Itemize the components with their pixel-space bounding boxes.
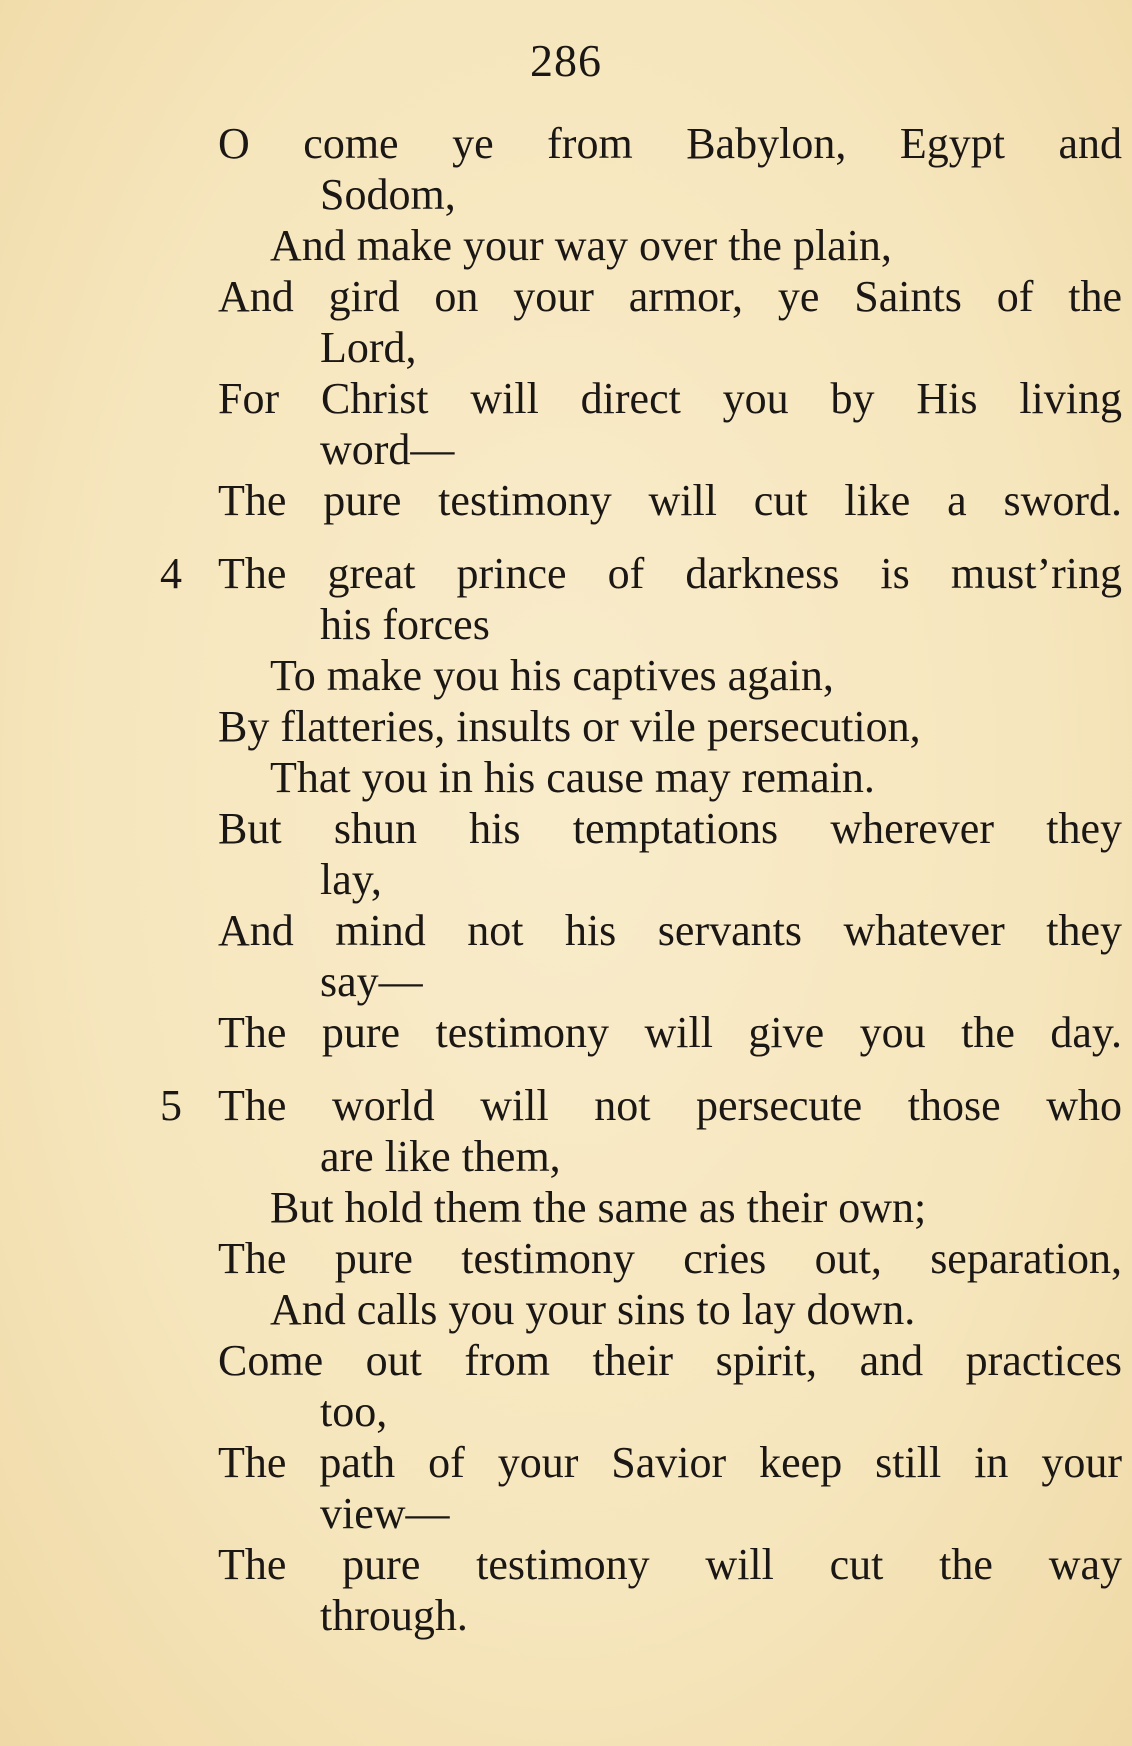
verse-number: 4 bbox=[160, 549, 182, 598]
verse-line-indented: And make your way over the plain, bbox=[270, 221, 892, 270]
verse-line-continuation: his forces bbox=[320, 600, 490, 649]
verse-line-continuation: Sodom, bbox=[320, 170, 456, 219]
hymn-text bbox=[0, 118, 1132, 1663]
verse-line-continuation: say— bbox=[320, 957, 423, 1006]
verse-line: And gird on your armor, ye Saints of the bbox=[218, 272, 1122, 321]
verse-line: The path of your Savior keep still in your bbox=[218, 1438, 1122, 1487]
verse-number: 5 bbox=[160, 1081, 182, 1130]
stanza bbox=[0, 1080, 1132, 1641]
verse-line-continuation: lay, bbox=[320, 855, 382, 904]
verse-line-continuation: Lord, bbox=[320, 323, 417, 372]
verse-line: The pure testimony will give you the day. bbox=[218, 1008, 1122, 1057]
verse-line: And mind not his servants whatever they bbox=[218, 906, 1122, 955]
verse-line-continuation: view— bbox=[320, 1489, 450, 1538]
verse-line-continuation: are like them, bbox=[320, 1132, 561, 1181]
verse-line-indented: And calls you your sins to lay down. bbox=[270, 1285, 916, 1334]
verse-line-continuation: too, bbox=[320, 1387, 388, 1436]
verse-line-continuation: word— bbox=[320, 425, 455, 474]
verse-line: The pure testimony cries out, separation, bbox=[218, 1234, 1122, 1283]
verse-line-continuation: through. bbox=[320, 1591, 468, 1640]
verse-line: The world will not persecute those who bbox=[218, 1081, 1122, 1130]
verse-line-indented: That you in his cause may remain. bbox=[270, 753, 875, 802]
page-number: 286 bbox=[530, 35, 602, 86]
verse-line-indented: To make you his captives again, bbox=[270, 651, 834, 700]
verse-line: Come out from their spirit, and practices bbox=[218, 1336, 1122, 1385]
stanza bbox=[0, 548, 1132, 1058]
verse-line: O come ye from Babylon, Egypt and bbox=[218, 119, 1122, 168]
verse-line: But shun his temptations wherever they bbox=[218, 804, 1122, 853]
verse-line: By flatteries, insults or vile persecution, bbox=[218, 702, 921, 751]
verse-line: The great prince of darkness is must’ring bbox=[218, 549, 1122, 598]
verse-line: For Christ will direct you by His living bbox=[218, 374, 1122, 423]
stanza bbox=[0, 118, 1132, 526]
verse-line: The pure testimony will cut like a sword. bbox=[218, 476, 1122, 525]
verse-line-indented: But hold them the same as their own; bbox=[270, 1183, 927, 1232]
verse-line: The pure testimony will cut the way bbox=[218, 1540, 1122, 1589]
